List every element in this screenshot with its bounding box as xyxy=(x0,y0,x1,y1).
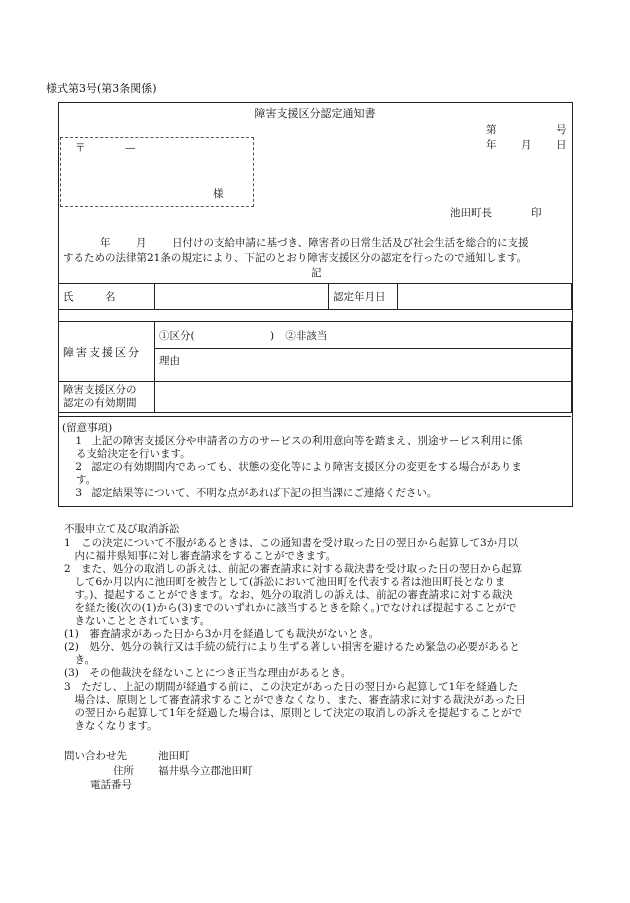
reason-label: 理由 xyxy=(159,355,180,367)
name-value xyxy=(155,284,329,310)
category-label: 障害支援区分 xyxy=(59,322,155,382)
contact-label: 問い合わせ先 xyxy=(64,750,127,762)
address-box xyxy=(60,137,254,207)
appeal-line-6: を経た後(次の(1)から(3)までのいずれかに該当するときを除く。)でなければ提起することがで xyxy=(64,602,517,614)
name-date-table xyxy=(58,283,572,310)
appeal-line-12: 3 ただし、上記の期間が経過する前に、この決定があった日の翌日から起算して1年を経過した xyxy=(64,681,519,693)
date-label: 認定年月日 xyxy=(329,284,398,310)
validity-value xyxy=(155,382,572,413)
date-year: 年 xyxy=(486,139,497,151)
appeal-line-14: の翌日から起算して1年を経過した場合は、原則として決定の取消しの訴えを提起することがで xyxy=(64,707,523,719)
body-year: 年 xyxy=(100,237,111,249)
option-1-label: ①区分( xyxy=(159,329,195,342)
doc-no-prefix: 第 xyxy=(486,124,497,136)
note-3-num: 3 xyxy=(75,487,82,499)
honorific-sama: 様 xyxy=(213,188,224,200)
reason-cell xyxy=(155,349,572,382)
appeal-line-1: 1 この決定について不服があるときは、この通知書を受け取った日の翌日から起算して3か月以 xyxy=(64,537,519,549)
appeal-line-11: (3) その他裁決を経ないことにつき正当な理由があるとき。 xyxy=(64,667,352,679)
ki-label: 記 xyxy=(311,267,322,279)
address-label: 住所 xyxy=(113,765,134,777)
note-1-line-2: る支給決定を行います。 xyxy=(76,448,191,460)
validity-label xyxy=(59,382,155,413)
issuer-name: 池田町長 xyxy=(450,207,492,219)
note-1-num: 1 xyxy=(75,435,82,447)
body-line-1: 日付けの支給申請に基づき、障害者の日常生活及び社会生活を総合的に支援 xyxy=(172,237,529,249)
phone-label: 電話番号 xyxy=(90,779,132,791)
note-3-line-1: 認定結果等について、不明な点があれば下記の担当課にご連絡ください。 xyxy=(91,487,438,499)
document-title: 障害支援区分認定通知書 xyxy=(254,107,376,120)
doc-no-suffix: 号 xyxy=(556,124,567,136)
appeal-line-5: す。)、提起することができます。なお、処分の取消しの訴えは、前記の審査請求に対する裁決 xyxy=(64,589,513,601)
appeal-line-7: きないこととされています。 xyxy=(64,615,211,627)
appeal-line-3: 2 また、処分の取消しの訴えは、前記の審査請求に対する裁決書を受け取った日の翌日から起算 xyxy=(64,563,523,575)
appeal-line-9: (2) 処分、処分の執行又は手続の続行により生ずる著しい損害を避けるため緊急の必要があると xyxy=(64,641,520,653)
appeal-line-4: して6か月以内に池田町を被告として(訴訟において池田町を代表する者は池田町長となりま xyxy=(64,576,506,588)
date-day: 日 xyxy=(556,139,567,151)
option-2-label: ②非該当 xyxy=(285,329,328,342)
body-line-2: するための法律第21条の規定により、下記のとおり障害支援区分の認定を行ったので通知します。 xyxy=(63,252,528,264)
contact-org: 池田町 xyxy=(158,750,190,762)
note-item-1 xyxy=(62,435,568,461)
date-month: 月 xyxy=(521,139,532,151)
postal-mark: 〒 xyxy=(75,142,86,154)
appeal-heading: 不服申立て及び取消訴訟 xyxy=(64,523,180,535)
contact-address: 福井県今立郡池田町 xyxy=(158,765,253,777)
support-category-table xyxy=(58,321,572,413)
date-value xyxy=(398,284,572,310)
validity-label-line-2: 認定の有効期間 xyxy=(63,397,137,409)
appeal-line-15: きなくなります。 xyxy=(64,720,158,732)
appeal-line-2: 内に福井県知事に対し審査請求をすることができます。 xyxy=(64,550,337,562)
note-1-line-1: 上記の障害支援区分や申請者の方のサービスの利用意向等を踏まえ、別途サービス利用に係 xyxy=(91,435,523,447)
note-2-num: 2 xyxy=(75,461,82,473)
appeal-line-8: (1) 審査請求があった日から3か月を経過しても裁決がないとき。 xyxy=(64,628,380,640)
option-1-close: ) xyxy=(269,329,275,342)
validity-label-line-1: 障害支援区分の xyxy=(63,384,137,396)
name-label: 氏 名 xyxy=(59,284,155,310)
postal-dash: — xyxy=(125,142,136,154)
body-month: 月 xyxy=(136,237,147,249)
note-item-2 xyxy=(62,461,568,487)
category-options xyxy=(155,322,572,349)
note-2-line-2: す。 xyxy=(76,474,97,486)
note-item-3 xyxy=(62,487,568,500)
note-2-line-1: 認定の有効期間内であっても、状態の変化等により障害支援区分の変更をする場合がありま xyxy=(91,461,522,473)
appeal-line-10: き。 xyxy=(64,654,96,666)
form-number: 様式第3号(第3条関係) xyxy=(46,82,157,95)
notes-heading: (留意事項) xyxy=(62,422,113,434)
seal-mark: 印 xyxy=(531,207,542,219)
appeal-line-13: 場合は、原則として審査請求することができなくなり、また、審査請求に対する裁決があった日 xyxy=(64,694,526,706)
